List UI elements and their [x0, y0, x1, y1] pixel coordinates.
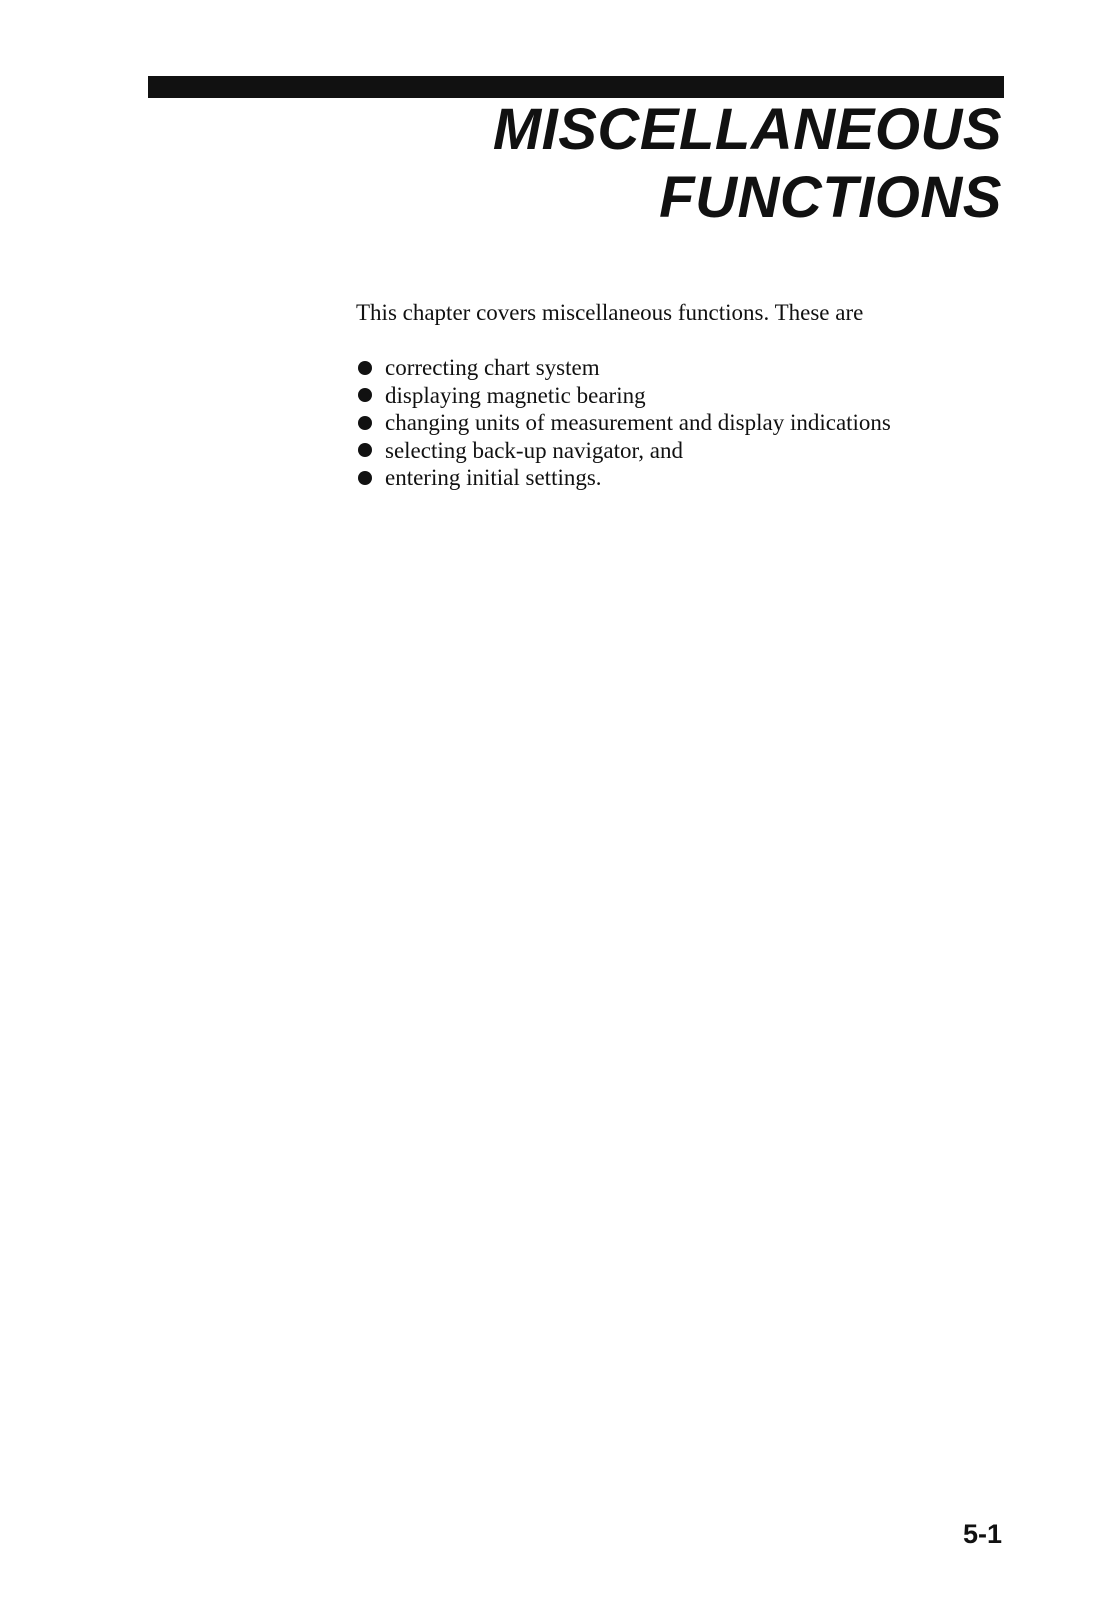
page-number: 5-1 — [962, 1519, 1002, 1549]
bullet-icon — [358, 388, 372, 402]
list-item — [358, 464, 891, 492]
chapter-title-line-1: MISCELLANEOUS — [492, 97, 1002, 162]
function-list — [358, 354, 891, 492]
chapter-title — [493, 96, 1002, 232]
bullet-icon — [358, 471, 372, 485]
bullet-icon — [358, 443, 372, 457]
list-item — [358, 409, 891, 437]
bullet-icon — [358, 416, 372, 430]
bullet-icon — [358, 361, 372, 375]
list-item-text: displaying magnetic bearing — [385, 382, 646, 408]
list-item — [358, 382, 891, 410]
list-item — [358, 354, 891, 382]
list-item-text: selecting back-up navigator, and — [385, 437, 683, 463]
list-item-text: changing units of measurement and display indications — [385, 410, 891, 435]
intro-paragraph: This chapter covers miscellaneous functions. These are — [356, 300, 864, 325]
list-item-text: correcting chart system — [385, 355, 600, 380]
chapter-title-line-2: FUNCTIONS — [659, 165, 1002, 230]
list-item-text: entering initial settings. — [385, 465, 602, 490]
list-item — [358, 437, 891, 465]
chapter-header-rule — [148, 76, 1004, 98]
